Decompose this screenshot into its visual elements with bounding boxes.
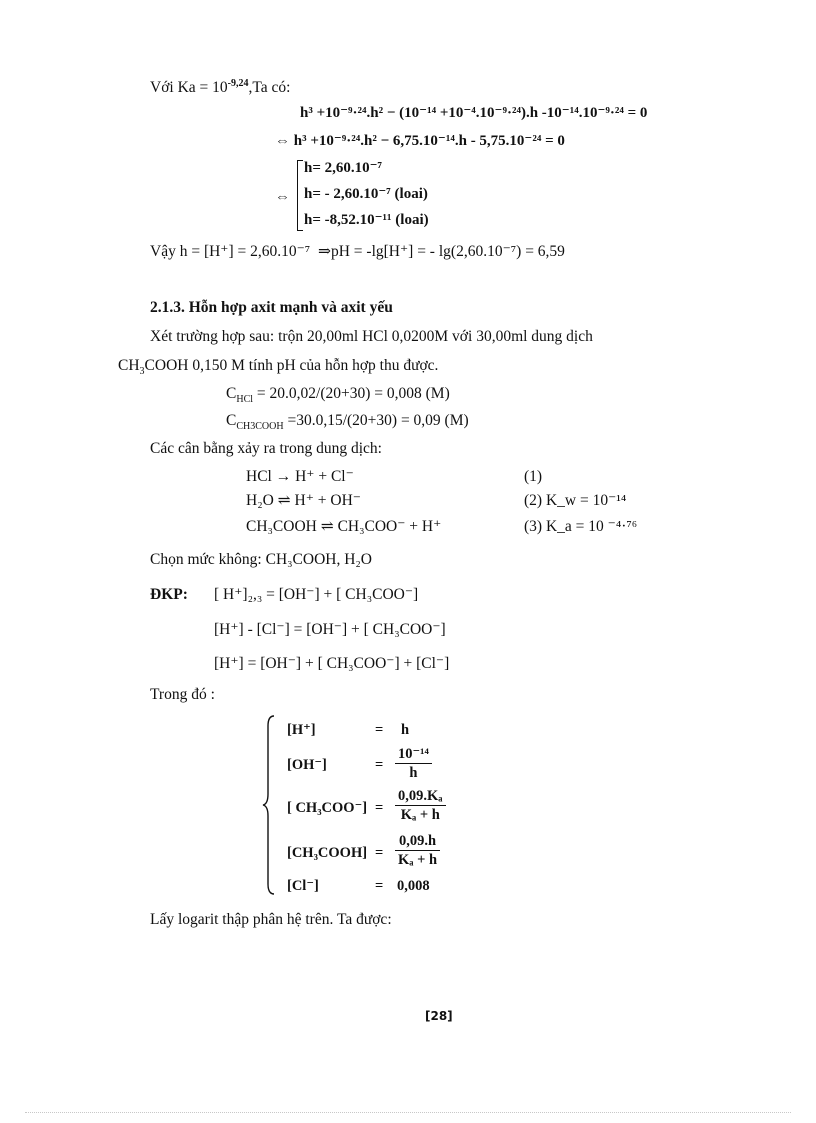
dkp-equation-3: [H⁺] = [OH⁻] + [ CH₃COO⁻] + [Cl⁻] <box>214 655 450 672</box>
equilibrium-reaction-3: CH₃COOH ⇌ CH₃COO⁻ + H⁺ <box>246 518 442 535</box>
roots-bracket-bottom <box>297 230 303 231</box>
sys-r1-lhs: [H⁺] <box>287 722 316 738</box>
problem-line-2: $CH_3COOH$ 0,150 M tính pH của hỗn hợp thu được. <box>118 357 439 378</box>
equation-2-body: h³ +10⁻⁹·²⁴.h² − 6,75.10⁻¹⁴.h - 5,75.10⁻²⁴ = 0 <box>293 133 565 149</box>
dkp-equation-1: [ H⁺]₂,₃ = [OH⁻] + [ CH₃COO⁻] <box>214 586 419 603</box>
intro-prefix: Với Ka = 10 <box>150 79 228 96</box>
zero-level-line: Chọn mức không: CH₃COOH, H₂O <box>150 551 373 568</box>
roots-arrow: ⇔ <box>275 189 290 205</box>
equivalence-arrow: ⇔ <box>275 133 290 149</box>
sys-r4-lhs: [CH₃COOH] <box>287 845 368 861</box>
implies-arrow: ⇒ <box>317 243 331 260</box>
intro-line <box>150 79 290 98</box>
sys-r2-lhs: [OH⁻] <box>287 757 327 773</box>
roots-bracket <box>297 160 298 230</box>
footer-divider <box>25 1112 791 1113</box>
sys-r3-lhs: [ CH₃COO⁻] <box>287 800 368 816</box>
sys-r1-rhs: h <box>401 722 410 738</box>
ka-exponent: -9,24 <box>227 77 249 89</box>
sys-r1-eq: = <box>375 722 384 738</box>
dkp-equation-2: [H⁺] - [Cl⁻] = [OH⁻] + [ CH₃COO⁻] <box>214 621 446 638</box>
intro-suffix: ,Ta có: <box>248 79 291 96</box>
system-brace <box>262 714 278 896</box>
sys-r5-eq: = <box>375 878 384 894</box>
conc-ch3cooh: $C_{CH3COOH} =30.0,15/(20+30) = 0,09$ (M) <box>226 412 469 433</box>
roots-bracket-top <box>297 160 303 161</box>
sys-r3-eq: = <box>375 800 384 816</box>
result-line <box>150 243 565 262</box>
equilibrium-label-1: (1) <box>524 468 543 485</box>
sys-r5-lhs: [Cl⁻] <box>287 878 319 894</box>
problem-line-1: Xét trường hợp sau: trộn 20,00ml HCl 0,0200M với 30,00ml dung dịch <box>150 328 593 345</box>
root-3: h= -8,52.10⁻¹¹ (loai) <box>304 212 429 228</box>
sys-r3-frac: $\frac{\text{0,09.Kₐ}}{\text{Kₐ + h}}$ <box>395 787 446 824</box>
section-heading: 2.1.3. Hỗn hợp axit mạnh và axit yếu <box>150 299 393 316</box>
root-1: h= 2,60.10⁻⁷ <box>304 160 383 176</box>
conc-hcl: $C_{HCl} = 20.0,02/(20+30) = 0,008$ (M) <box>226 385 450 406</box>
equilibrium-label-2: (2) K_w = 10⁻¹⁴ <box>524 492 627 509</box>
closing-line: Lấy logarit thập phân hệ trên. Ta được: <box>150 911 392 928</box>
equilibrium-reaction-1: HCl → H⁺ + Cl⁻ <box>246 468 354 485</box>
dkp-label: ĐKP: <box>150 586 188 603</box>
result-h: Vậy h = [H⁺] = 2,60.10⁻⁷ <box>150 243 311 260</box>
sys-r2-frac: $\frac{\text{10⁻¹⁴}}{h}$ <box>395 745 432 782</box>
equilibria-intro: Các cân bằng xảy ra trong dung dịch: <box>150 440 382 457</box>
sys-r5-rhs: 0,008 <box>397 878 430 894</box>
equation-1: h³ +10⁻⁹·²⁴.h² − (10⁻¹⁴ +10⁻⁴.10⁻⁹·²⁴).h -10⁻¹⁴.10⁻⁹·²⁴ = 0 <box>300 105 648 121</box>
sys-r2-eq: = <box>375 757 384 773</box>
root-2: h= - 2,60.10⁻⁷ (loai) <box>304 186 428 202</box>
sys-r4-frac: $\frac{0,09.h}{\text{Kₐ + h}}$ <box>395 832 440 869</box>
page-number: [28] <box>425 1009 453 1023</box>
equilibrium-label-3: (3) K_a = 10 ⁻⁴·⁷⁶ <box>524 518 638 535</box>
equilibrium-reaction-2: H₂O ⇌ H⁺ + OH⁻ <box>246 492 361 509</box>
where-line: Trong đó : <box>150 686 215 703</box>
sys-r4-eq: = <box>375 845 384 861</box>
equation-2 <box>275 132 565 150</box>
result-ph: pH = -lg[H⁺] = - lg(2,60.10⁻⁷) = 6,59 <box>330 243 565 260</box>
